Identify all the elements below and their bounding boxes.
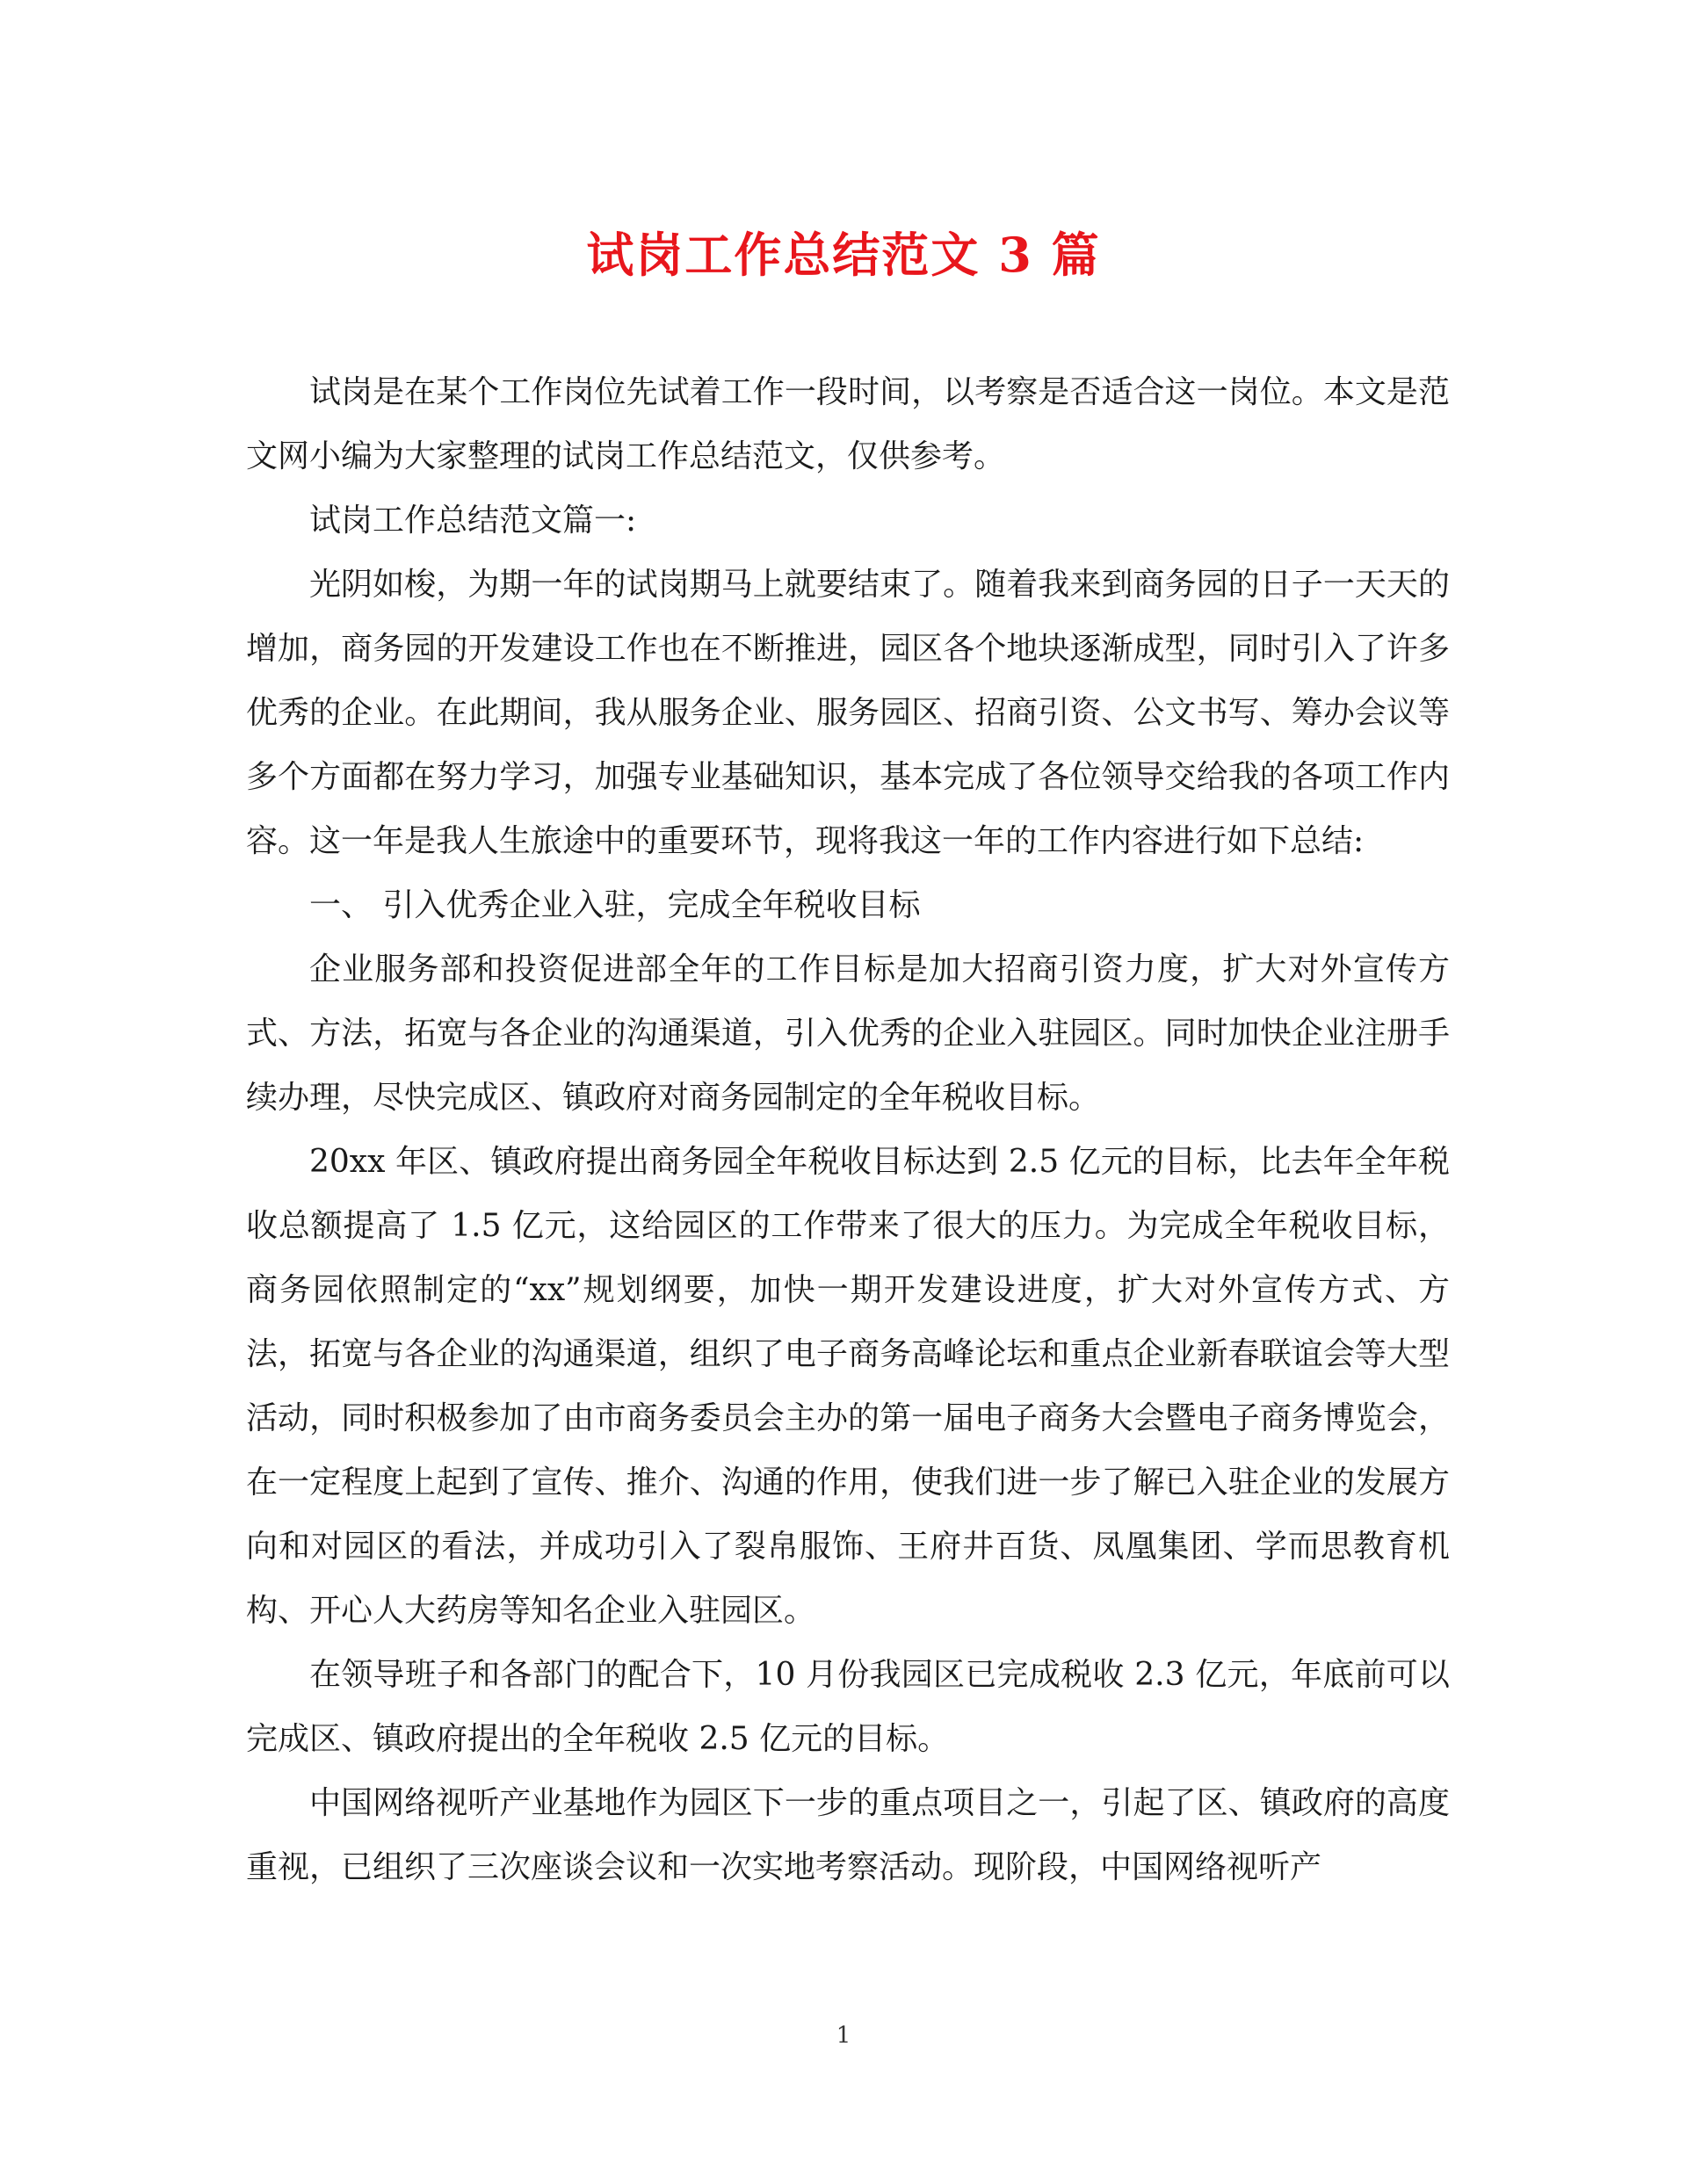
page-number: 1 — [836, 2022, 851, 2049]
paragraph-tax-target: 20xx 年区、镇政府提出商务园全年税收目标达到 2.5 亿元的目标，比去年全年税收总额提高了 1.5 亿元，这给园区的工作带来了很大的压力。为完成全年税收目标，商务园依照制定的“xx”规划纲要，加快一期开发建设进度，扩大对外宣传方式、方法，拓宽与各企业的沟通渠道，组织了电子商务高峰论坛和重点企业新春联谊会等大型活动，同时积极参加了由市商务委员会主办的第一届电子商务大会暨电子商务博览会，在一定程度上起到了宣传、推介、沟通的作用，使我们进一步了解已入驻企业的发展方向和对园区的看法，并成功引入了裂帛服饰、王府井百货、凤凰集团、学而思教育机构、开心人大药房等知名企业入驻园区。 — [246, 1144, 1450, 1629]
paragraph-goals: 企业服务部和投资促进部全年的工作目标是加大招商引资力度，扩大对外宣传方式、方法，拓宽与各企业的沟通渠道，引入优秀的企业入驻园区。同时加快企业注册手续办理，尽快完成区、镇政府对商务园制定的全年税收目标。 — [246, 951, 1450, 1116]
document-title: 试岗工作总结范文 3 篇 — [586, 227, 1101, 283]
paragraph-intro: 试岗是在某个工作岗位先试着工作一段时间，以考察是否适合这一岗位。本文是范文网小编为大家整理的试岗工作总结范文，仅供参考。 — [246, 374, 1450, 474]
paragraph-opening: 光阴如梭，为期一年的试岗期马上就要结束了。随着我来到商务园的日子一天天的增加，商务园的开发建设工作也在不断推进，园区各个地块逐渐成型，同时引入了许多优秀的企业。在此期间，我从服务企业、服务园区、招商引资、公文书写、筹办会议等多个方面都在努力学习，加强专业基础知识，基本完成了各位领导交给我的各项工作内容。这一年是我人生旅途中的重要环节，现将我这一年的工作内容进行如下总结: — [246, 567, 1450, 859]
paragraph-media-base: 中国网络视听产业基地作为园区下一步的重点项目之一，引起了区、镇政府的高度重视，已组织了三次座谈会议和一次实地考察活动。现阶段，中国网络视听产 — [246, 1785, 1450, 1885]
paragraph-section-heading: 试岗工作总结范文篇一: — [309, 503, 637, 539]
document-body — [246, 360, 1450, 1899]
paragraph-subheading-one: 一、 引入优秀企业入驻，完成全年税收目标 — [309, 887, 921, 923]
paragraph-progress: 在领导班子和各部门的配合下，10 月份我园区已完成税收 2.3 亿元，年底前可以完成区、镇政府提出的全年税收 2.5 亿元的目标。 — [246, 1657, 1450, 1757]
